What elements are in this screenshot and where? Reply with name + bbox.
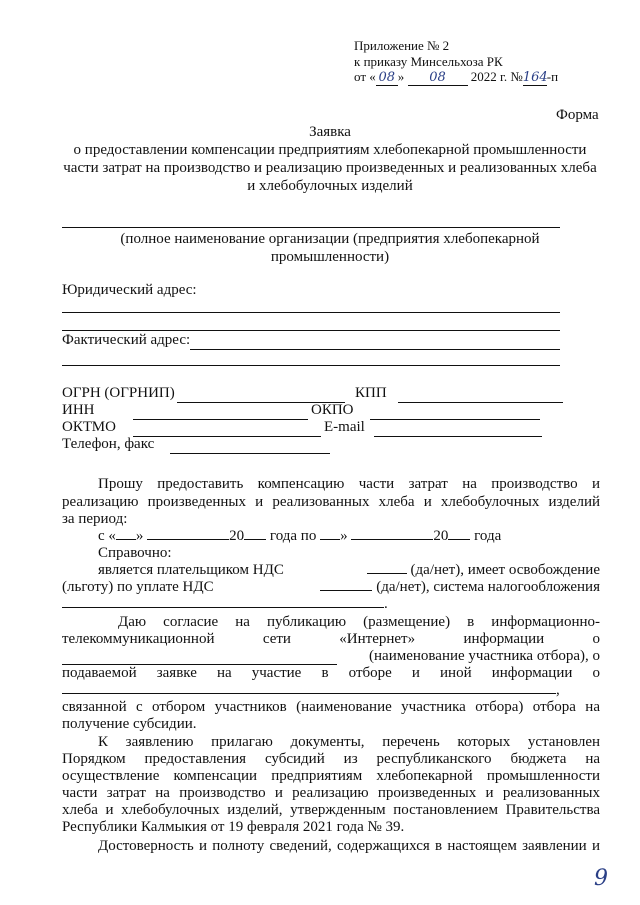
request-line-2: реализацию произведенных и реализованных хлеба и хлебобулочных изделий: [62, 494, 600, 510]
period-line: с « » 20 года по » 20 года: [98, 528, 502, 544]
order-number: 164: [522, 70, 548, 85]
kpp-line: [398, 402, 563, 403]
vat-line-3: .: [62, 596, 388, 613]
vat-line-2: (льготу) по уплате НДС (да/нет), система налогообложения: [62, 579, 600, 595]
phone-line: [170, 453, 330, 454]
phone-label: Телефон, факс: [62, 436, 155, 452]
legal-address-line-1: [62, 312, 560, 313]
inn-line: [133, 419, 308, 420]
form-label: Форма: [556, 107, 599, 123]
attachments-line-5: хлеба и хлебобулочных изделий, утвержденным постановлением Правительства: [62, 802, 600, 818]
order-date-line: от « 08 » 08 2022 г. №164-п: [354, 69, 559, 85]
title-line-4: и хлебобулочных изделий: [247, 178, 413, 194]
document-title: Заявка: [309, 124, 351, 140]
consent-line-6: связанной с отбором участников (наименование участника отбора) отбора на: [62, 699, 600, 715]
consent-line-2: телекоммуникационной сети «Интернет» информации о: [62, 631, 600, 647]
inn-label: ИНН: [62, 402, 95, 418]
attachments-line-6: Республики Калмыкия от 19 февраля 2021 года № 39.: [62, 819, 405, 835]
legal-address-line-2: [62, 330, 560, 331]
okpo-label: ОКПО: [311, 402, 354, 418]
actual-address-line-1: [190, 349, 560, 350]
attachments-line-2: Порядком предоставления субсидий из республиканского бюджета на: [62, 751, 600, 767]
vat-line-1: является плательщиком НДС (да/нет), имеет освобождение: [98, 562, 600, 578]
kpp-label: КПП: [355, 385, 387, 401]
actual-address-line-2: [62, 365, 560, 366]
request-paragraph: Прошу предоставить компенсацию части затрат на производство и: [98, 476, 600, 492]
request-line-3: за период:: [62, 511, 128, 527]
ogrn-label: ОГРН (ОГРНИП): [62, 385, 175, 401]
attachments-line-4: части затрат на производство и реализацию произведенных и реализованных: [62, 785, 600, 801]
order-reference: к приказу Минсельхоза РК: [354, 54, 503, 69]
title-line-3: части затрат на производство и реализацию произведенных и реализованных хлеба: [63, 160, 597, 176]
org-caption-2: промышленности): [270, 249, 390, 265]
title-line-2: о предоставлении компенсации предприятиям хлебопекарной промышленности: [73, 142, 587, 158]
consent-paragraph: Даю согласие на публикацию (размещение) в информационно-: [118, 614, 600, 630]
page-number: 9: [594, 866, 608, 891]
oktmo-label: ОКТМО: [62, 419, 116, 435]
actual-address-label: Фактический адрес:: [62, 332, 191, 348]
legal-address-label: Юридический адрес:: [62, 282, 197, 298]
email-label: E-mail: [324, 419, 365, 435]
consent-line-3: (наименование участника отбора), о: [62, 648, 600, 665]
email-line: [374, 436, 542, 437]
consent-line-4: подаваемой заявке на участие в отборе и иной информации о: [62, 665, 600, 681]
appendix-number: Приложение № 2: [354, 38, 450, 53]
okpo-line: [370, 419, 540, 420]
consent-line-5: ,: [62, 682, 560, 699]
attachments-paragraph: К заявлению прилагаю документы, перечень которых установлен: [98, 734, 600, 750]
consent-line-7: получение субсидии.: [62, 716, 197, 732]
org-caption: (полное наименование организации (предприятия хлебопекарной: [120, 231, 540, 247]
reference-label: Справочно:: [98, 545, 172, 561]
oktmo-line: [133, 436, 321, 437]
attachments-line-3: осуществление компенсации предприятиям хлебопекарной промышленности: [62, 768, 600, 784]
trust-paragraph: Достоверность и полноту сведений, содержащихся в настоящем заявлении и: [98, 838, 600, 854]
order-day: 08: [376, 70, 398, 86]
org-name-line: [62, 227, 560, 228]
order-month: 08: [408, 70, 468, 86]
